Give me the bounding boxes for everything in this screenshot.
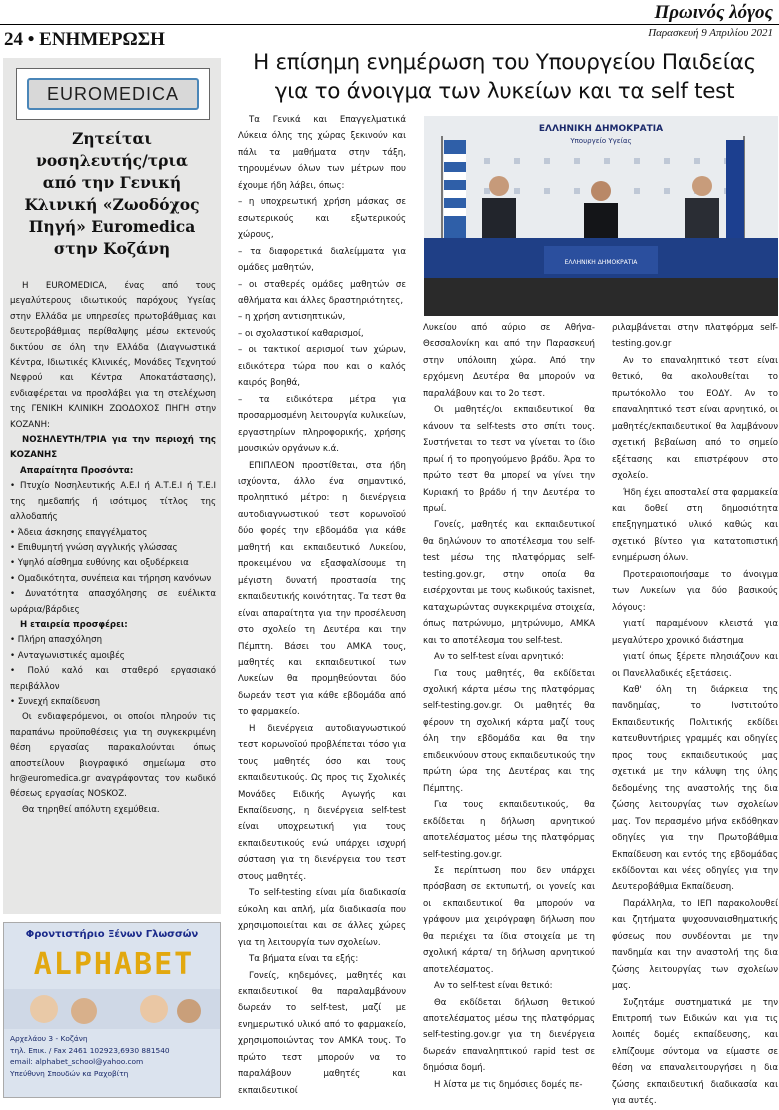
ad-offer: • Πολύ καλό και σταθερό εργασιακό περιβάλλον <box>10 666 216 692</box>
article-paragraph: – οι σχολαστικοί καθαρισμοί, <box>238 328 364 339</box>
desk-label: ΕΛΛΗΝΙΚΗ ΔΗΜΟΚΡΑΤΙΑ <box>564 259 638 266</box>
page-section-title: 24 • ΕΝΗΜΕΡΩΣΗ <box>4 29 165 50</box>
article-paragraph: Αν το επαναληπτικό τεστ είναι θετικό, θα ακολουθείται το πρωτόκολλο του ΕΟΔΥ. Αν το επαναληπτικό τεστ είναι αρνητικό, οι μαθητές/εκπαιδευτικοί θα λαμβάνουν σχετική βεβαίωση από το σημείο εξέτασης και επιστρέφουν στο σχολείο. <box>612 355 778 482</box>
ad-requirement: • Άδεια άσκησης επαγγέλματος <box>10 527 148 538</box>
photo-banner-sub: Υπουργείο Υγείας <box>570 137 632 145</box>
alphabet-logo: ALPHABET <box>33 947 195 982</box>
article-paragraph: Το self-testing είναι μία διαδικασία εύκολη και απλή, μία διαδικασία που χρησιμοποιείται και σε άλλες χώρες για τη λειτουργία των σχολείων. <box>238 888 406 948</box>
ad-confidential: Θα τηρηθεί απόλυτη εχεμύθεια. <box>22 804 160 815</box>
article-paragraph: Η λίστα με τις δημόσιες δομές πε- <box>434 1079 583 1090</box>
article-column-1 <box>238 112 406 1099</box>
ad-offer: • Ανταγωνιστικές αμοιβές <box>10 650 125 661</box>
article-paragraph: Λυκείου από αύριο σε Αθήνα-Θεσσαλονίκη και από την Παρασκευή στην υπόλοιπη χώρα. Από την ερχόμενη Δευτέρα θα μπορούν να παραλάβουν και το 2ο τεστ. <box>423 323 595 399</box>
article-paragraph: Προτεραιοποιήσαμε το άνοιγμα των Λυκείων για δύο βασικούς λόγους: <box>612 569 778 613</box>
euromedica-logo <box>16 68 210 120</box>
article-paragraph: Παράλληλα, το ΙΕΠ παρακολουθεί και ζητήματα ψυχοσυναισθηματικής φύσεως που συνδέονται με την πανδημία και την αναστολή της δια ζώσης λειτουργίας των σχολείων μας. <box>612 898 778 992</box>
ad-body <box>10 279 216 818</box>
article-paragraph: Θα εκδίδεται δήλωση θετικού αποτελέσματος μέσω της πλατφόρμας self-testing.gov.gr για τη διενέργεια δωρεάν επαναληπτικού rapid test σε δημόσια δομή. <box>423 997 595 1074</box>
article-paragraph: – τα ειδικότερα μέτρα για προσαρμοσμένη λειτουργία κυλικείων, εργαστηρίων πληροφορικής, χρήσης μουσικών οργάνων κ.ά. <box>238 394 406 455</box>
ad-title-line: νοσηλευτής/τρια <box>36 151 188 170</box>
ad-closing: Οι ενδιαφερόμενοι, οι οποίοι πληρούν τις παραπάνω προϋποθέσεις για τη συγκεκριμένη θέση εργασίας παρακαλούνται όπως αποστείλουν βιογραφικό σημείωμα στο hr@euromedica.gr αναγράφοντας τον κωδικό θέσεως εργασίας NOSKOZ. <box>10 712 216 800</box>
article-paragraph: Τα Γενικά και Επαγγελματικά Λύκεια όλης της χώρας ξεκινούν και πάλι τα μαθήματα στην τάξη, τηρουμένων όλων των μέτρων που έχουμε ήδη λάβει, όπως: <box>238 115 406 191</box>
alphabet-address: Αρχελάου 3 - Κοζάνη <box>10 1034 88 1043</box>
newspaper-name: Πρωινός λόγος <box>654 2 773 23</box>
euromedica-ad <box>3 58 221 914</box>
article-paragraph: Ήδη έχει αποσταλεί στα φαρμακεία και δοθεί στη δημοσιότητα επεξηγηματικό υλικό καθώς και σχετικό βίντεο για κατατοπιστική ενημέρωση όλων. <box>612 487 778 564</box>
masthead-rule <box>0 24 779 25</box>
ad-requirement: • Επιθυμητή γνώση αγγλικής γλώσσας <box>10 542 178 553</box>
ad-offers-heading: Η εταιρεία προσφέρει: <box>20 619 128 630</box>
headline-line: για το άνοιγμα των λυκείων και τα self test <box>274 79 735 104</box>
article-paragraph: – οι σταθερές ομάδες μαθητών σε αθλήματα και άλλες δραστηριότητες, <box>238 279 406 306</box>
article-paragraph: – η υποχρεωτική χρήση μάσκας σε εσωτερικούς και εξωτερικούς χώρους, <box>238 197 406 241</box>
article-paragraph: Γονείς, μαθητές και εκπαιδευτικοί θα δηλώνουν το αποτέλεσμα του self-test μέσω της πλατφόρμας self-testing.gov.gr, στην οποία θα εισέρχονται με τους κωδικούς taxisnet, καταχωρώντας συγκεκριμένα στοιχεία, όπως πατρώνυμο, μητρώνυμο, ΑΜΚΑ και το αποτέλεσμα του self-test. <box>423 520 595 646</box>
article-column-3 <box>612 320 778 1110</box>
alphabet-ad <box>3 922 221 1098</box>
article-paragraph: ΕΠΙΠΛΕΟΝ προστίθεται, στα ήδη ισχύοντα, άλλο ένα σημαντικό, προληπτικό μέτρο: η διενέργεια αυτοδιαγνωστικού τεστ κορωνοϊού δύο φορές την εβδομάδα για κάθε μαθητή και εκπαιδευτικό Λυκείου, προκειμένου να εξασφαλίσουμε τη μέγιστη δυνατή προστασία της εκπαιδευτικής κοινότητας. Τα τεστ θα είναι απαραίτητα για την προσέλευση στο σχολείο τη Δευτέρα και την Πέμπτη. Βάσει του ΑΜΚΑ τους, μαθητές και εκπαιδευτικοί των Λυκείων θα προμηθεύονται δύο δωρεάν τεστ για κάθε εβδομάδα από το φαρμακείο. <box>238 460 406 718</box>
ad-title-line: στην Κοζάνη <box>53 239 171 258</box>
article-paragraph: γιατί παραμένουν κλειστά για μεγαλύτερο χρονικό διάστημα <box>612 619 778 646</box>
article-paragraph: – η χρήση αντισηπτικών, <box>238 312 346 323</box>
article-paragraph: Συζητάμε συστηματικά με την Επιτροπή των Ειδικών και για τις λοιπές δομές εκπαίδευσης, και ελπίζουμε σύντομα να είμαστε σε θέση να επαναλειτουργήσει η δια ζώσης εκπαιδευτική διαδικασία και για αυτές. <box>612 997 778 1107</box>
article-paragraph: γιατί όπως ξέρετε πλησιάζουν και οι Πανελλαδικές εξετάσεις. <box>612 652 778 679</box>
ad-title-line: από την Γενική <box>42 173 182 192</box>
alphabet-phone: τηλ. Επικ. / Fax 2461 102923,6930 881540 <box>10 1045 170 1055</box>
ad-title-line: Ζητείται <box>72 129 152 148</box>
euromedica-logo-text: EUROMEDICA <box>27 78 199 110</box>
ad-title <box>8 128 216 260</box>
alphabet-subtitle: Φροντιστήριο Ξένων Γλωσσών <box>25 929 199 940</box>
ad-offer: • Πλήρη απασχόληση <box>10 635 103 646</box>
article-paragraph: Για τους εκπαιδευτικούς, θα εκδίδεται η δήλωση αρνητικού αποτελέσματος μέσω της πλατφόρμας self-testing.gov.gr. <box>423 800 595 860</box>
alphabet-manager: Υπεύθυνη Σπουδών κα Ραχοβίτη <box>10 1068 129 1078</box>
article-column-2 <box>423 320 595 1093</box>
ad-requirement: • Πτυχίο Νοσηλευτικής Α.Ε.Ι ή Α.Τ.Ε.Ι ή Τ.Ε.Ι της ημεδαπής ή ισότιμος τίτλος της αλλοδαπής <box>10 481 216 523</box>
article-paragraph: Σε περίπτωση που δεν υπάρχει πρόσβαση σε εκτυπωτή, οι γονείς και οι εκπαιδευτικοί θα μπορούν να γράφουν μια χειρόγραφη δήλωση που θα περιέχει τα ίδια στοιχεία με τη σχολική κάρτα/ τη δήλωση αρνητικού αποτελέσματος. <box>423 865 595 975</box>
ad-offer: • Συνεχή εκπαίδευση <box>10 696 101 707</box>
alphabet-photo <box>4 989 220 1029</box>
ad-requirement: • Υψηλό αίσθημα ευθύνης και οξυδέρκεια <box>10 558 189 569</box>
article-paragraph: Οι μαθητές/οι εκπαιδευτικοί θα κάνουν τα self-tests στο σπίτι τους. Συστήνεται το τεστ να γίνεται το ίδιο πρωί ή το προηγούμενο βράδυ. Άρα το πρώτο τεστ θα μπορεί να γίνει την Κυριακή το βράδυ ή την Δευτέρα το πρωί. <box>423 405 595 514</box>
alphabet-contact <box>10 1033 216 1079</box>
article-subheading: Αν το self-test είναι θετικό: <box>434 981 553 992</box>
article-paragraph: Τα βήματα είναι τα εξής: <box>249 954 359 965</box>
article-paragraph: – οι τακτικοί αερισμοί των χώρων, ειδικότερα τώρα που και ο καλός καιρός βοηθά, <box>238 345 406 389</box>
article-paragraph: – τα διαφορετικά διαλείμματα για ομάδες μαθητών, <box>238 246 406 274</box>
article-paragraph: ριλαμβάνεται στην πλατφόρμα self-testing.gov.gr <box>612 323 778 350</box>
issue-date: Παρασκευή 9 Απριλίου 2021 <box>648 27 773 39</box>
ad-title-line: Πηγή» Euromedica <box>28 217 196 236</box>
article-headline <box>230 48 779 106</box>
ad-requirements-heading: Απαραίτητα Προσόντα: <box>20 465 134 476</box>
ad-intro: Η EUROMEDICA, ένας από τους μεγαλύτερους ιδιωτικούς παρόχους Υγείας στην Ελλάδα με υπηρεσίες πρωτοβάθμιας και δευτεροβάθμιας περίθαλψης μέσω εκτενούς δικτύου σε όλη την Ελλάδα (Διαγνωστικά Κέντρα, Ιδιωτικές Κλινικές, Μονάδες Τεχνητού Νεφρού και Κέντρα Αποκατάστασης), ενδιαφέρεται να προσλάβει για τη στελέχωση της ΓΕΝΙΚΗ ΚΛΙΝΙΚΗ ΖΩΟΔΟΧΟΣ ΠΗΓΗ στην ΚΟΖΑΝΗ: <box>10 281 216 430</box>
headline-line: Η επίσημη ενημέρωση του Υπουργείου Παιδείας <box>253 50 756 75</box>
press-conference-photo <box>424 116 778 316</box>
article-paragraph: Για τους μαθητές, θα εκδίδεται σχολική κάρτα μέσω της πλατφόρμας self-testing.gov.gr. Οι μαθητές θα φέρουν τη σχολική κάρτα μαζί τους όλη την εβδομάδα και θα την επιδεικνύουν στους εκπαιδευτικούς την πρώτη ώρα της Δευτέρας και της Πέμπτης. <box>423 668 595 794</box>
article-paragraph: Καθ' όλη τη διάρκεια της πανδημίας, το Ινστιτούτο Εκπαιδευτικής Πολιτικής εκδίδει κατευθυντήριες γραμμές και οδηγίες προς τους εκπαιδευτικούς μας σχετικά με την κάλυψη της ύλης δεδομένης της αναστολής της δια ζώσης λειτουργίας των σχολείων μας. Τον περασμένο μήνα εκδόθηκαν οδηγίες για την Πρωτοβάθμια Εκπαίδευση και εντός της εβδομάδας εκδίδονται και νέες οδηγίες για την Δευτεροβάθμια Εκπαίδευση. <box>612 684 778 893</box>
ad-requirement: • Ομαδικότητα, συνέπεια και τήρηση κανόνων <box>10 573 212 584</box>
alphabet-email: email: alphabet_school@yahoo.com <box>10 1057 144 1067</box>
article-subheading: Αν το self-test είναι αρνητικό: <box>434 652 564 663</box>
ad-requirement: • Δυνατότητα απασχόλησης σε ευέλικτα ωράρια/βάρδιες <box>10 589 216 615</box>
photo-banner: ΕΛΛΗΝΙΚΗ ΔΗΜΟΚΡΑΤΙΑ <box>538 124 664 134</box>
article-paragraph: Γονείς, κηδεμόνες, μαθητές και εκπαιδευτικοί θα παραλαμβάνουν δωρεάν το self-test, μαζί με ενημερωτικό υλικό από το φαρμακείο, χρησιμοποιώντας τον ΑΜΚΑ τους. Το πρώτο τεστ μπορούν να το παραλάβουν μαθητές και εκπαιδευτικοί <box>238 970 406 1096</box>
ad-position: ΝΟΣΗΛΕΥΤΗ/ΤΡΙΑ για την περιοχή της ΚΟΖΑΝΗΣ <box>10 435 216 461</box>
press-conference-image <box>424 116 778 316</box>
kids-illustration-icon <box>4 989 220 1029</box>
article-paragraph: Η διενέργεια αυτοδιαγνωστικού τεστ κορωνοϊού προβλέπεται τόσο για τους μαθητές όσο και τους εκπαιδευτικούς. Ως προς τις Σχολικές Μονάδες Ειδικής Αγωγής και Εκπαίδευσης, η διενέργεια self-test είναι υποχρεωτική για τους εκπαιδευτικούς ενώ υπάρχει ισχυρή σύσταση για τη διενέργεια του τεστ στους μαθητές. <box>238 723 406 882</box>
ad-title-line: Κλινική «Ζωοδόχος <box>24 195 200 214</box>
